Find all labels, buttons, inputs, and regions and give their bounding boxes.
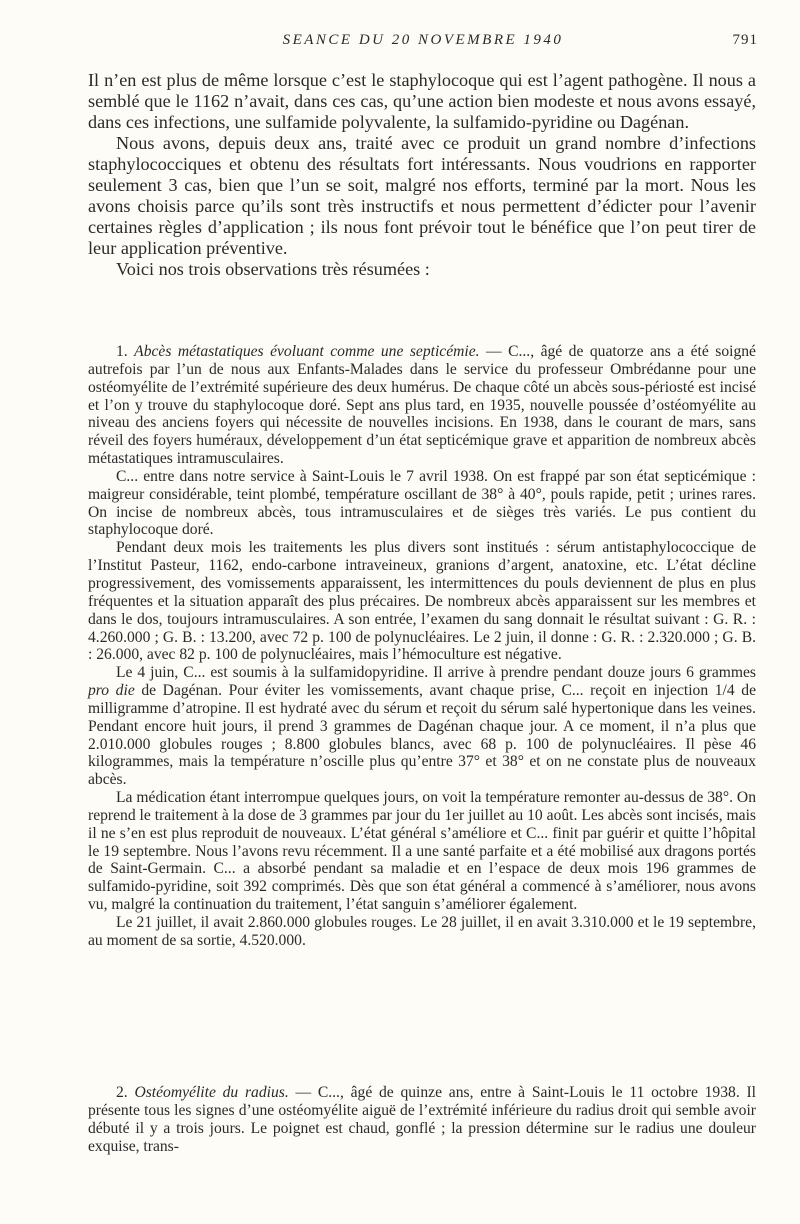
running-header	[88, 32, 758, 56]
observation-title: Ostéomyélite du radius.	[134, 1084, 289, 1101]
observation-1	[88, 343, 756, 950]
observation-number: 1.	[116, 343, 128, 360]
observation-paragraph: Le 4 juin, C... est soumis à la sulfamidopyridine. Il arrive à prendre pendant douze jours 6 grammes pro die de Dagénan. Pour éviter les vomissements, avant chaque prise, C... reçoit en injection 1/4 de milligramme d’atropine. Il est hydraté avec du sérum et reçoit du sérum salé hypertonique dans les veines. Pendant encore huit jours, il prend 3 grammes de Dagénan chaque jour. A ce moment, il n’a plus que 2.010.000 globules rouges ; 8.800 globules blancs, avec 68 p. 100 de polynucléaires. Il pèse 46 kilogrammes, mais la température n’oscille plus qu’entre 37° et 38° et on ne constate plus de nouveaux abcès.	[88, 664, 756, 789]
observation-paragraph: 2. Ostéomyélite du radius. — C..., âgé de quinze ans, entre à Saint-Louis le 11 octobre 1938. Il présente tous les signes d’une ostéomyélite aiguë de l’extrémité inférieure du radius droit qui semble avoir débuté il y a trois jours. Le poignet est chaud, gonflé ; la pression détermine sur le radius une douleur exquise, trans-	[88, 1084, 756, 1155]
observation-paragraph: 1. Abcès métastatiques évoluant comme une septicémie. — C..., âgé de quatorze ans a été soigné autrefois par l’un de nous aux Enfants-Malades dans le service du professeur Ombrédanne pour une ostéomyélite de l’extrémité supérieure des deux humérus. De chaque côté un abcès sous-périosté est incisé et l’on y trouve du staphylocoque doré. Sept ans plus tard, en 1935, nouvelle poussée d’ostéomyélite au niveau des anciens foyers qui nécessite de nouvelles incisions. En 1938, dans le courant de mars, sans réveil des foyers huméraux, développement d’un état septicémique grave et apparition de nombreux abcès métastatiques intramusculaires.	[88, 343, 756, 468]
observation-number: 2.	[116, 1084, 128, 1101]
observation-paragraph: C... entre dans notre service à Saint-Louis le 7 avril 1938. On est frappé par son état septicémique : maigreur considérable, teint plombé, température oscillant de 38° à 40°, pouls rapide, petit ; urines rares. On incise de nombreux abcès, tous intramusculaires et de sièges très variés. Le pus contient du staphylocoque doré.	[88, 467, 756, 539]
observation-paragraph: La médication étant interrompue quelques jours, on voit la température remonter au-dessus de 38°. On reprend le traitement à la dose de 3 grammes par jour du 1er juillet au 10 août. Les abcès sont incisés, mais il ne s’en est plus reproduit de nouveaux. L’état général s’améliore et C... finit par guérir et quitte l’hôpital le 19 septembre. Nous l’avons revu récemment. Il a une santé parfaite et a été mobilisé aux dragons portés de Saint-Germain. C... a absorbé pendant sa maladie et en l’espace de deux mois 196 grammes de sulfamido-pyridine, soit 392 comprimés. Dès que son état général a commencé à s’améliorer, nous avons vu, malgré la continuation du traitement, l’état sanguin s’améliorer également.	[88, 789, 756, 914]
header-title: SEANCE DU 20 NOVEMBRE 1940	[282, 32, 564, 48]
observation-2	[88, 1084, 756, 1155]
page-number: 791	[732, 32, 758, 48]
observation-paragraph: Le 21 juillet, il avait 2.860.000 globules rouges. Le 28 juillet, il en avait 3.310.000 et le 19 septembre, au moment de sa sortie, 4.520.000.	[88, 914, 756, 949]
observation-title: Abcès métastatiques évoluant comme une septicémie.	[134, 343, 480, 360]
intro-paragraph: Nous avons, depuis deux ans, traité avec ce produit un grand nombre d’infections staphylococciques et obtenu des résultats fort intéressants. Nous voudrions en rapporter seulement 3 cas, bien que l’un se soit, malgré nos efforts, terminé par la mort. Nous les avons choisis parce qu’ils sont très instructifs et nous permettent d’édicter pour l’avenir certaines règles d’application ; ils nous font prévoir tout le bénéfice que l’on peut tirer de leur application préventive.	[88, 133, 756, 258]
intro-paragraph: Voici nos trois observations très résumées :	[116, 259, 430, 279]
observation-paragraph: Pendant deux mois les traitements les plus divers sont institués : sérum antistaphylococcique de l’Institut Pasteur, 1162, endo-carbone intraveineux, granions d’argent, anatoxine, etc. L’état décline progressivement, des vomissements apparaissent, les intermittences du pouls deviennent de plus en plus fréquentes et la situation apparaît des plus précaires. De nombreux abcès apparaissent sur les membres et dans le dos, toujours intramusculaires. A son entrée, l’examen du sang donnait le résultat suivant : G. R. : 4.260.000 ; G. B. : 13.200, avec 72 p. 100 de polynucléaires. Le 2 juin, il donne : G. R. : 2.320.000 ; G. B. : 26.000, avec 82 p. 100 de polynucléaires, mais l’hémoculture est négative.	[88, 539, 756, 664]
intro-paragraph: Il n’en est plus de même lorsque c’est le staphylocoque qui est l’agent pathogène. Il nous a semblé que le 1162 n’avait, dans ces cas, qu’une action bien modeste et nous avons essayé, dans ces infections, une sulfamide polyvalente, la sulfamido-pyridine ou Dagénan.	[88, 70, 756, 132]
introduction	[88, 70, 756, 280]
